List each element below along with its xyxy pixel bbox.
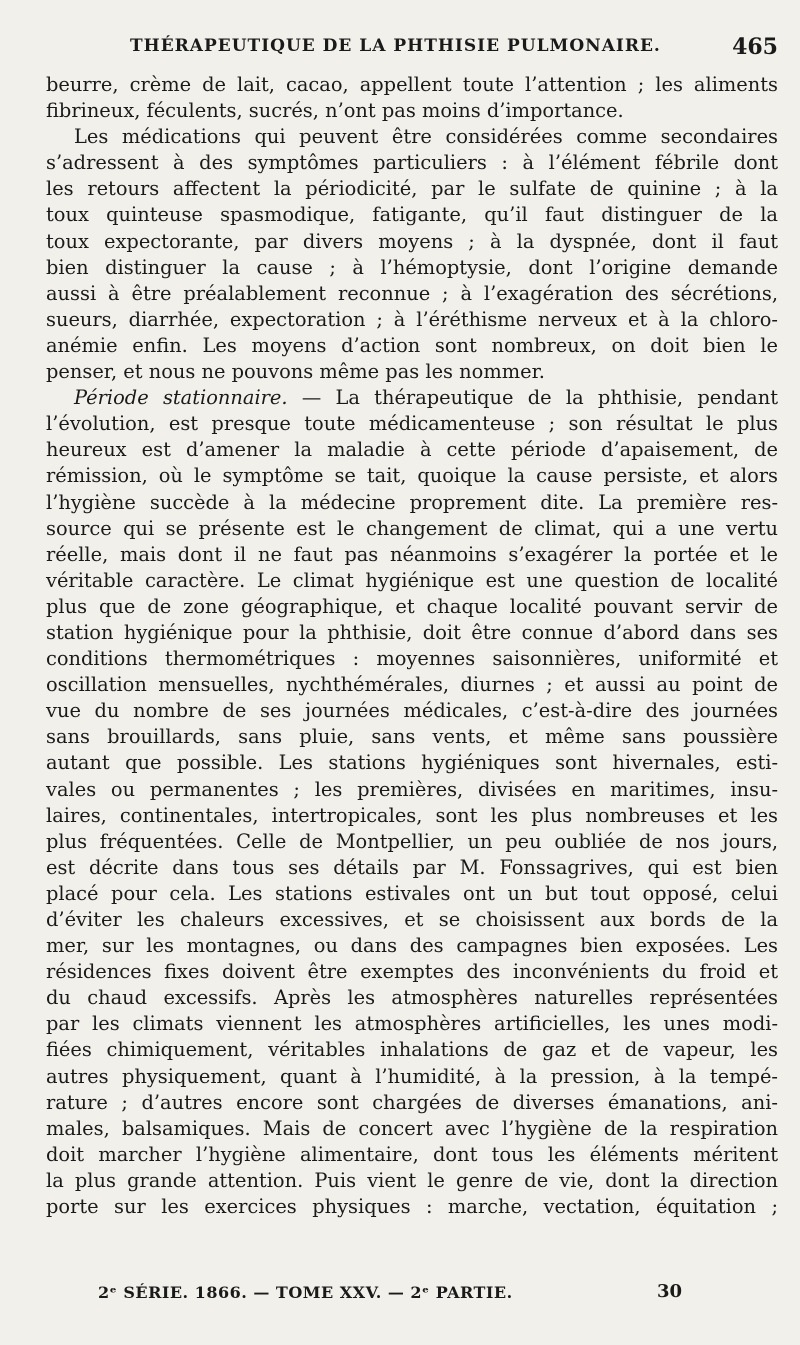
- text-line-with-italic: [46, 385, 778, 411]
- text-line: plus fréquentées. Celle de Montpellier, un peu oubliée de nos jours,: [46, 829, 778, 853]
- text-line: est décrite dans tous ses détails par M. Fonssagrives, qui est bien: [46, 855, 778, 879]
- text-line: oscillation mensuelles, nychthémérales, diurnes ; et aussi au point de: [46, 673, 778, 697]
- text-line: du chaud excessifs. Après les atmosphères naturelles représentées: [46, 986, 778, 1010]
- running-title: THÉRAPEUTIQUE DE LA PHTHISIE PULMONAIRE.: [130, 36, 661, 56]
- text-line: autres physiquement, quant à l’humidité, à la pression, à la tempé-: [46, 1064, 778, 1088]
- page-number: 465: [732, 34, 778, 60]
- text-line: la plus grande attention. Puis vient le genre de vie, dont la direction: [46, 1168, 778, 1192]
- printer-signature: 2ᵉ SÉRIE. 1866. — TOME XXV. — 2ᵉ PARTIE.: [98, 1283, 513, 1302]
- text-line: penser, et nous ne pouvons même pas les nommer.: [46, 360, 545, 384]
- text-line: doit marcher l’hygiène alimentaire, dont tous les éléments méritent: [46, 1142, 778, 1166]
- text-line: toux quinteuse spasmodique, fatigante, qu’il faut distinguer de la: [46, 203, 778, 227]
- text-line: l’hygiène succède à la médecine proprement dite. La première res-: [46, 490, 778, 514]
- text-line: vales ou permanentes ; les premières, divisées en maritimes, insu-: [46, 777, 778, 801]
- text-line: toux expectorante, par divers moyens ; à la dyspnée, dont il faut: [46, 229, 778, 253]
- text-line: l’évolution, est presque toute médicamenteuse ; son résultat le plus: [46, 412, 778, 436]
- text-line: sueurs, diarrhée, expectoration ; à l’éréthisme nerveux et à la chloro-: [46, 307, 778, 331]
- body-text: [46, 72, 778, 1220]
- text-line: rature ; d’autres encore sont chargées de diverses émanations, ani-: [46, 1090, 778, 1114]
- text-line: résidences fixes doivent être exemptes des inconvénients du froid et: [46, 960, 778, 984]
- page: [46, 34, 778, 1220]
- text-line: males, balsamiques. Mais de concert avec l’hygiène de la respiration: [46, 1116, 778, 1140]
- text-line: station hygiénique pour la phthisie, doit être connue d’abord dans ses: [46, 620, 778, 644]
- text-line: heureux est d’amener la maladie à cette période d’apaisement, de: [46, 438, 778, 462]
- text-line: fibrineux, féculents, sucrés, n’ont pas moins d’importance.: [46, 99, 624, 123]
- text-fragment: — La thérapeutique de la phthisie, pendant: [301, 386, 778, 410]
- text-line: véritable caractère. Le climat hygiénique est une question de localité: [46, 568, 778, 592]
- text-line: d’éviter les chaleurs excessives, et se choisissent aux bords de la: [46, 908, 778, 931]
- text-line: aussi à être préalablement reconnue ; à l’exagération des sécrétions,: [46, 281, 778, 305]
- page-header: [46, 34, 778, 68]
- text-line: laires, continentales, intertropicales, sont les plus nombreuses et les: [46, 803, 778, 827]
- text-line: conditions thermométriques : moyennes saisonnières, uniformité et: [46, 647, 778, 671]
- text-line: fiées chimiquement, véritables inhalations de gaz et de vapeur, les: [46, 1038, 778, 1062]
- text-line: sans brouillards, sans pluie, sans vents, et même sans poussière: [46, 725, 778, 749]
- signature-number: 30: [656, 1281, 682, 1302]
- text-line: s’adressent à des symptômes particuliers : à l’élément fébrile dont: [46, 151, 778, 175]
- text-line: rémission, où le symptôme se tait, quoique la cause persiste, et alors: [46, 464, 778, 488]
- text-line: beurre, crème de lait, cacao, appellent toute l’attention ; les aliments: [46, 73, 778, 96]
- text-line: réelle, mais dont il ne faut pas néanmoins s’exagérer la portée et le: [46, 542, 778, 566]
- text-line: bien distinguer la cause ; à l’hémoptysie, dont l’origine demande: [46, 255, 778, 279]
- text-line: mer, sur les montagnes, ou dans des campagnes bien exposées. Les: [46, 934, 778, 958]
- text-line: autant que possible. Les stations hygiéniques sont hivernales, esti-: [46, 751, 778, 775]
- text-line: Les médications qui peuvent être considérées comme secondaires: [74, 125, 778, 149]
- text-line: porte sur les exercices physiques : marche, vectation, équitation ;: [46, 1195, 778, 1219]
- text-line: vue du nombre de ses journées médicales, c’est-à-dire des journées: [46, 699, 778, 723]
- section-lead: Période stationnaire.: [74, 386, 288, 410]
- text-line: source qui se présente est le changement de climat, qui a une vertu: [46, 516, 778, 540]
- text-line: par les climats viennent les atmosphères artificielles, les unes modi-: [46, 1012, 778, 1036]
- page-footer: [46, 1281, 778, 1307]
- text-line: les retours affectent la périodicité, par le sulfate de quinine ; à la: [46, 177, 778, 201]
- text-line: placé pour cela. Les stations estivales ont un but tout opposé, celui: [46, 881, 778, 905]
- text-line: plus que de zone géographique, et chaque localité pouvant servir de: [46, 594, 778, 618]
- text-line: anémie enfin. Les moyens d’action sont nombreux, on doit bien le: [46, 333, 778, 357]
